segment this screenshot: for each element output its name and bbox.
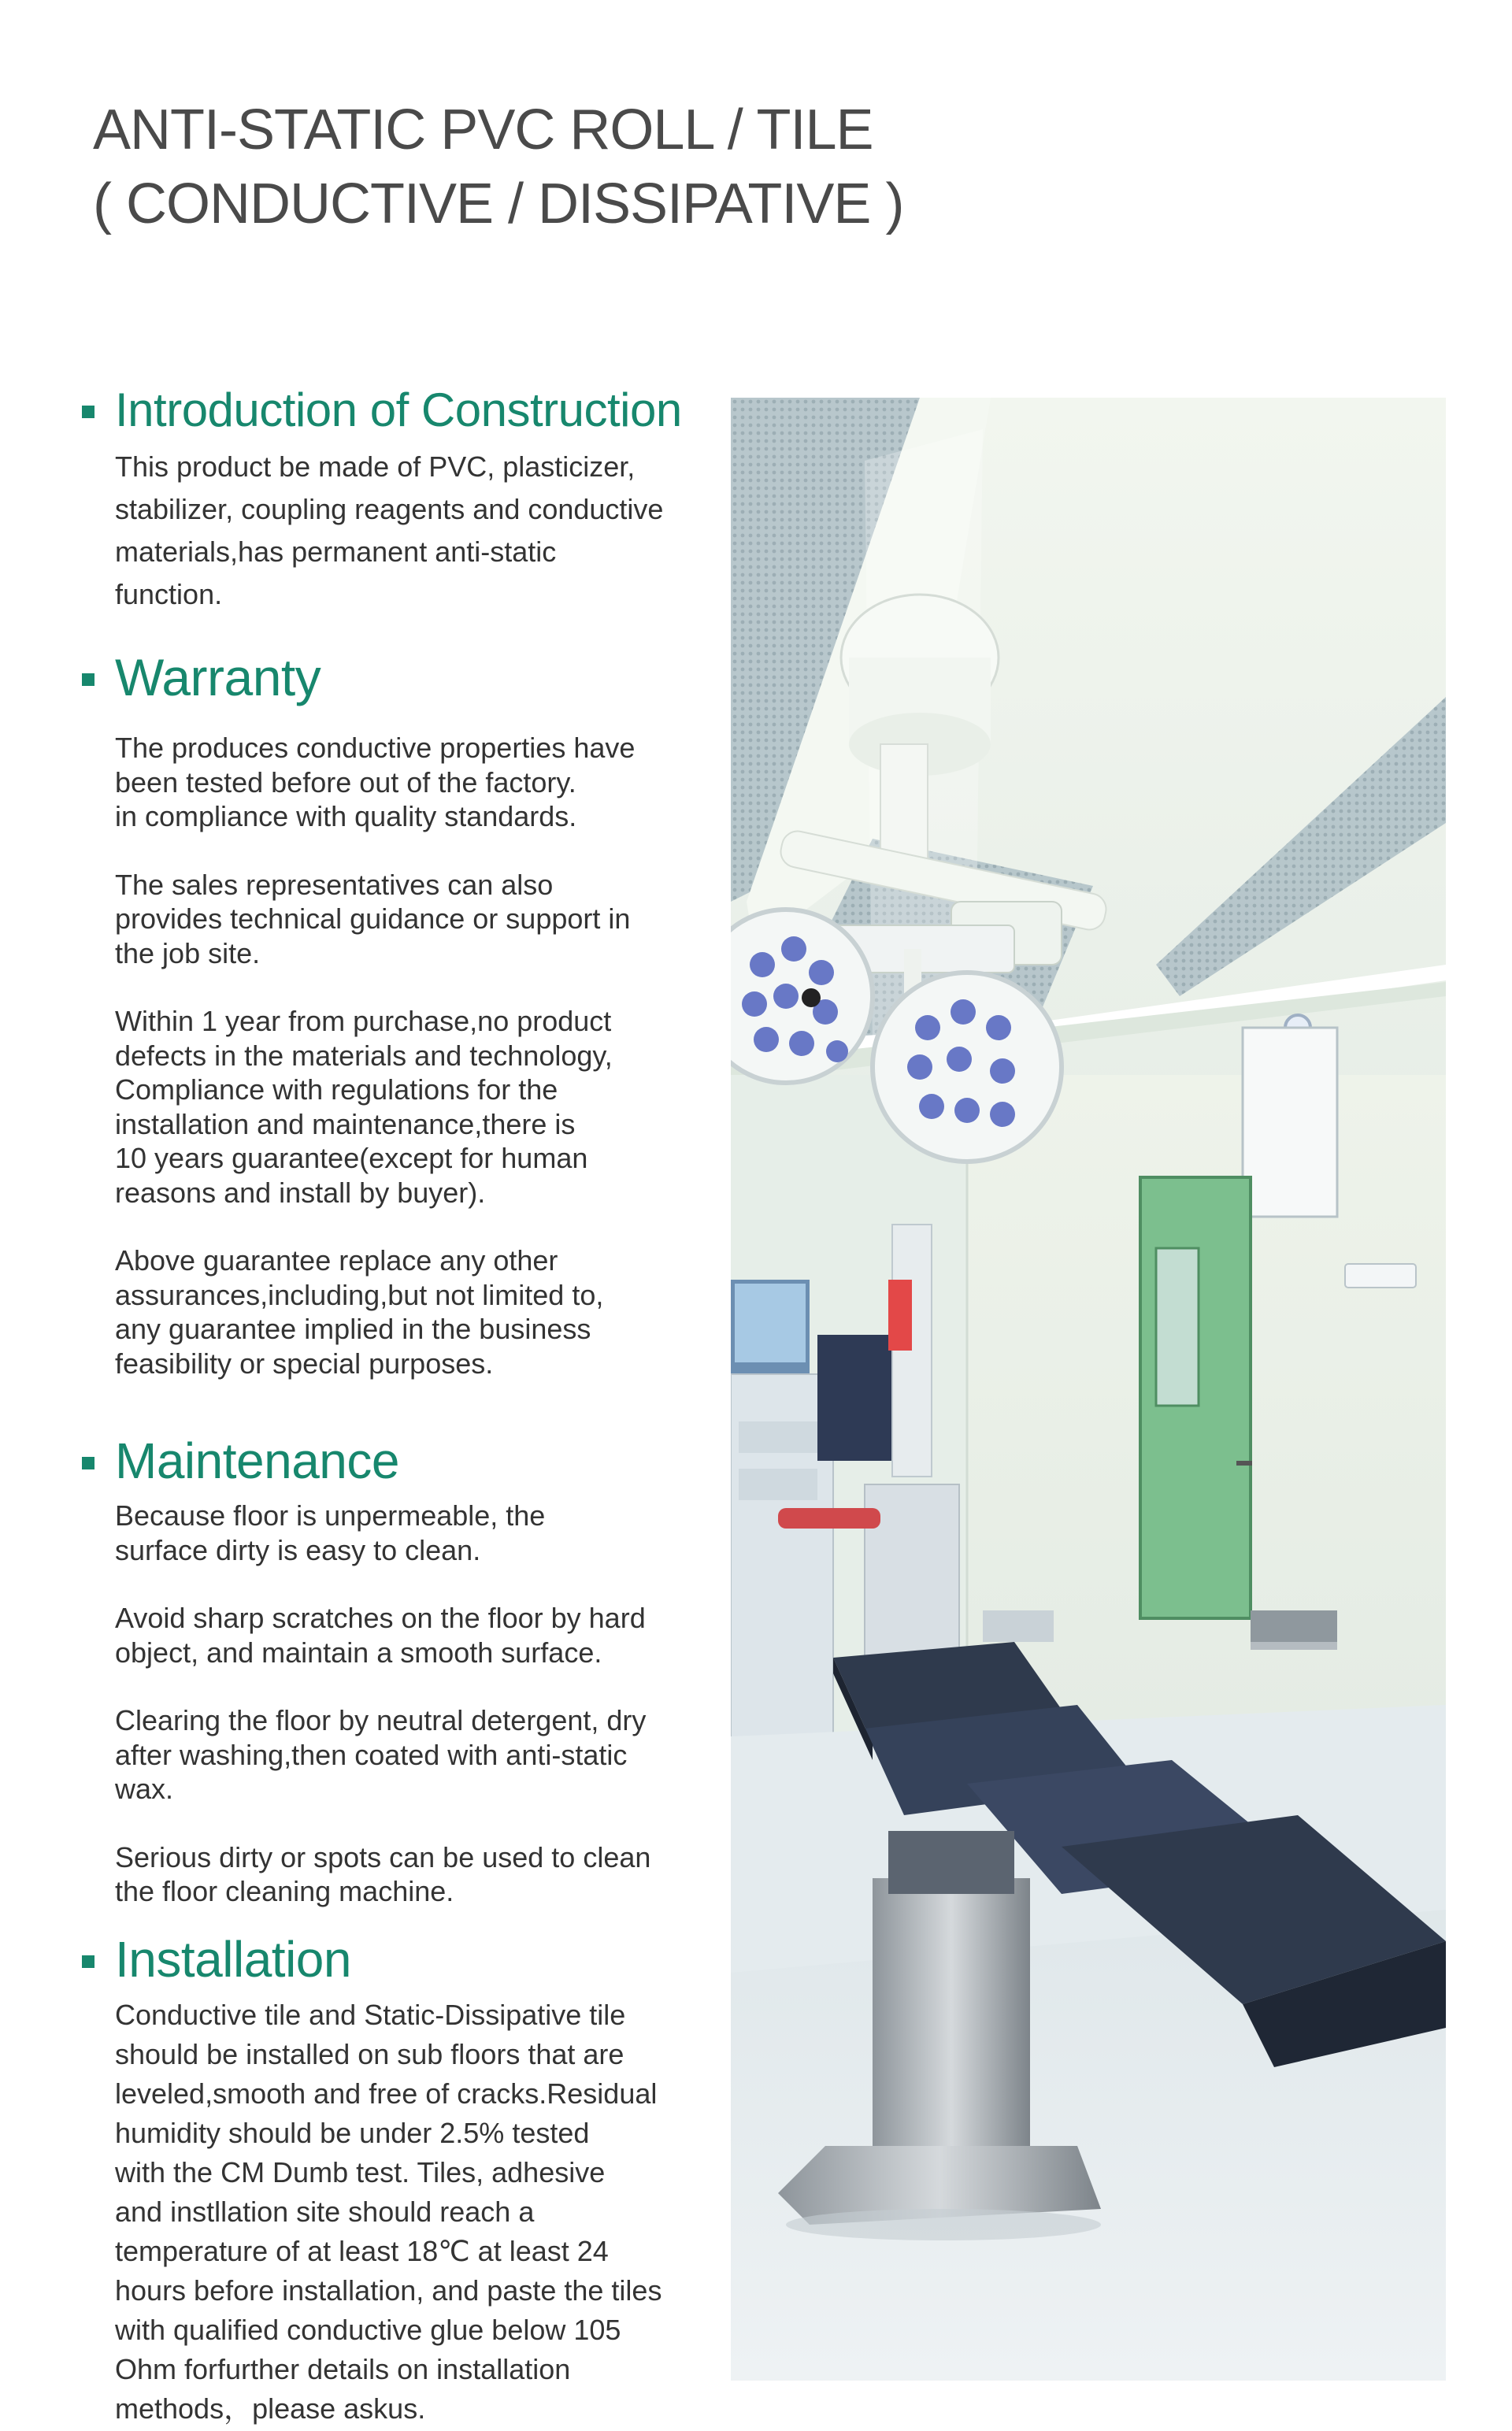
- paragraph: Above guarantee replace any other assurances,including,but not limited to, any guarantee implied in the business feasibility or special purposes.: [115, 1244, 604, 1380]
- bullet-square-icon: [82, 1955, 94, 1968]
- bullet-square-icon: [82, 1457, 94, 1469]
- section-heading: Warranty: [115, 648, 321, 706]
- page-title: [93, 93, 959, 241]
- bullet-square-icon: [82, 406, 94, 418]
- section-maintenance: [82, 1429, 736, 1909]
- paragraph: Avoid sharp scratches on the floor by hard object, and maintain a smooth surface.: [115, 1602, 646, 1669]
- section-warranty: [82, 646, 736, 1380]
- section-heading: Introduction of Construction: [115, 383, 682, 436]
- operating-room-photo: [731, 398, 1446, 2381]
- paragraph: Serious dirty or spots can be used to clean the floor cleaning machine.: [115, 1840, 651, 1907]
- paragraph: Conductive tile and Static-Dissipative tile should be installed on sub floors that are leveled,smooth and free of cracks.Residual humidity should be under 2.5% tested with the CM Dumb test. Tiles, adhesive and instllation site should reach a temperature of at least 18℃ at least 24 hours before installation, and paste the tiles with qualified conductive glue below 105 Ohm forfurther details on installation methods，please askus.: [115, 1998, 662, 2425]
- paragraph: This product be made of PVC, plasticizer, stabilizer, coupling reagents and conductive materials,has permanent anti-static function.: [115, 450, 664, 610]
- title-line-1: ANTI-STATIC PVC ROLL / TILE: [93, 98, 873, 161]
- bullet-square-icon: [82, 673, 94, 686]
- paragraph: Clearing the floor by neutral detergent, dry after washing,then coated with anti-static wax.: [115, 1704, 647, 1805]
- section-introduction: [82, 378, 736, 616]
- section-heading: Maintenance: [115, 1432, 399, 1489]
- paragraph: The produces conductive properties have been tested before out of the factory. in compliance with quality standards.: [115, 732, 636, 832]
- paragraph: Within 1 year from purchase,no product defects in the materials and technology, Compliance with regulations for the installation and maintenance,there is 10 years guarantee(except for human reasons and install by buyer).: [115, 1005, 613, 1209]
- title-line-2: ( CONDUCTIVE / DISSIPATIVE ): [93, 172, 904, 235]
- paragraph: Because floor is unpermeable, the surface dirty is easy to clean.: [115, 1499, 546, 1566]
- paragraph: The sales representatives can also provides technical guidance or support in the job site.: [115, 868, 631, 969]
- content-column: [82, 378, 736, 2429]
- section-installation: [82, 1928, 736, 2429]
- section-heading: Installation: [115, 1930, 351, 1988]
